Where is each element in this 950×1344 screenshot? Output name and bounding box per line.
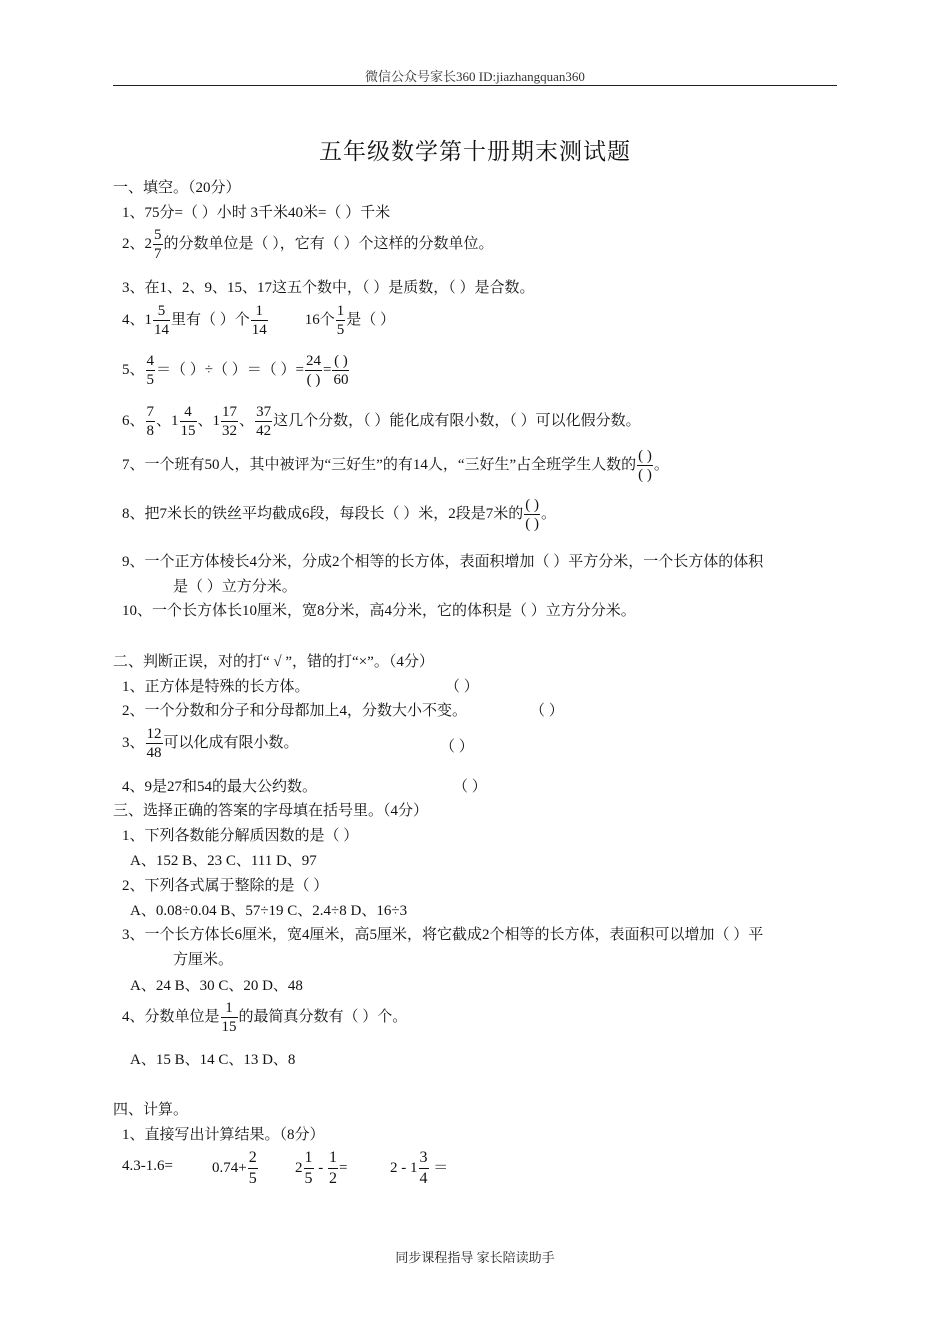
numerator: 1 xyxy=(328,1148,338,1169)
calc-2 xyxy=(212,1148,259,1189)
s2-q2-answer-paren: （ ） xyxy=(530,703,564,719)
s1-q9-line1: 9、一个正方体棱长4分米，分成2个相等的长方体，表面积增加（ ）平方分米，一个长方体的体积 xyxy=(122,554,764,570)
denominator: ( ) xyxy=(638,467,652,483)
denominator: 15 xyxy=(180,423,196,439)
separator: 、 xyxy=(197,412,213,429)
denominator: 2 xyxy=(329,1170,337,1187)
denominator: ( ) xyxy=(525,516,540,532)
numerator: 4 xyxy=(180,403,197,422)
s1-q2 xyxy=(122,226,494,263)
numerator: 1 xyxy=(304,1148,314,1169)
denominator: 32 xyxy=(222,423,238,439)
s4-sub1: 1、直接写出计算结果。（8分） xyxy=(122,1127,325,1143)
denominator: ( ) xyxy=(306,372,321,388)
whole: 2 xyxy=(295,1159,303,1176)
calc-1: 4.3-1.6= xyxy=(122,1158,173,1174)
numerator: ( ) xyxy=(334,353,348,369)
q7-text: 7、一个班有50人，其中被评为“三好生”的有14人，“三好生”占全班学生人数的 xyxy=(122,456,637,473)
q6-label: 6、 xyxy=(122,412,145,429)
whole: 1 xyxy=(212,412,221,429)
q4-text-1: 4、分数单位是 xyxy=(122,1008,220,1025)
q4-label: 4、 xyxy=(122,311,145,328)
s3-q1: 1、下列各数能分解质因数的是（ ） xyxy=(122,828,359,844)
s2-q1-answer-paren: （ ） xyxy=(445,679,479,695)
q2-text: 的分数单位是（ ），它有（ ）个这样的分数单位。 xyxy=(163,235,494,252)
numerator: 17 xyxy=(222,404,238,420)
q6-text: 这几个分数，（ ）能化成有限小数，（ ）可以化假分数。 xyxy=(273,412,641,429)
equals-sign: = xyxy=(339,1159,348,1176)
s3-q3-line1: 3、一个长方体长6厘米，宽4厘米，高5厘米，将它截成2个相等的长方体，表面积可以增加（ ）平 xyxy=(122,927,764,943)
separator: 、 xyxy=(239,412,255,429)
section-3-heading: 三、选择正确的答案的字母填在括号里。（4分） xyxy=(113,803,429,819)
calc-2-text: 0.74+ xyxy=(212,1159,247,1176)
numerator: 2 xyxy=(248,1148,258,1169)
numerator: 5 xyxy=(154,227,162,243)
section-4-heading: 四、计算。 xyxy=(113,1102,189,1118)
s2-q3 xyxy=(122,725,299,762)
s1-q7 xyxy=(122,447,669,484)
q4-text-2: 16个 xyxy=(304,311,335,328)
s3-q4 xyxy=(122,999,407,1036)
q4-text-2: 的最简真分数有（ ）个。 xyxy=(238,1008,408,1025)
numerator: 1 xyxy=(221,999,238,1018)
s3-q2: 2、下列各式属于整除的是（ ） xyxy=(122,878,329,894)
s1-q6 xyxy=(122,403,641,440)
calc-4 xyxy=(390,1148,448,1189)
numerator: 3 xyxy=(419,1148,429,1169)
calc-4-text: 2 - 1 xyxy=(390,1159,418,1176)
q5-text: ＝（ ）÷（ ）＝（ ）= xyxy=(156,361,304,378)
q8-text: 8、把7米长的铁丝平均截成6段，每段长（ ）米，2段是7米的 xyxy=(122,505,524,522)
s2-q3-answer-paren: （ ） xyxy=(440,739,474,755)
numerator: ( ) xyxy=(525,497,540,513)
q5-label: 5、 xyxy=(122,361,145,378)
q4-text-3: 是（ ） xyxy=(346,311,396,328)
equals-sign: ＝ xyxy=(433,1159,449,1176)
numerator: 1 xyxy=(251,302,268,321)
denominator: 48 xyxy=(146,745,162,761)
denominator: 8 xyxy=(146,423,155,439)
s1-q10: 10、一个长方体长10厘米，宽8分米，高4分米，它的体积是（ ）立方分分米。 xyxy=(122,603,636,619)
denominator: 14 xyxy=(154,322,170,338)
numerator: ( ) xyxy=(638,448,652,464)
q4-text-1: 里有（ ）个 xyxy=(171,311,250,328)
s1-q9-line2: 是（ ）立方分米。 xyxy=(173,579,297,595)
numerator: 4 xyxy=(146,353,155,369)
s3-q4-options: A、15 B、14 C、13 D、8 xyxy=(130,1052,296,1068)
denominator: 7 xyxy=(154,246,162,262)
s3-q1-options: A、152 B、23 C、111 D、97 xyxy=(130,853,317,869)
s1-q3: 3、在1、2、9、15、17这五个数中，（ ）是质数，（ ）是合数。 xyxy=(122,280,535,296)
denominator: 5 xyxy=(304,1170,313,1187)
s2-q4: 4、9是27和54的最大公约数。 xyxy=(122,779,318,795)
numerator: 24 xyxy=(305,353,321,369)
minus-sign: - xyxy=(318,1159,324,1176)
numerator: 7 xyxy=(146,404,155,420)
q3-label: 3、 xyxy=(122,734,145,751)
whole: 2 xyxy=(144,235,153,252)
q3-text: 可以化成有限小数。 xyxy=(163,734,299,751)
header-rule xyxy=(113,85,837,86)
denominator: 14 xyxy=(251,322,267,338)
s2-q1: 1、正方体是特殊的长方体。 xyxy=(122,679,310,695)
page-title: 五年级数学第十册期末测试题 xyxy=(319,139,631,164)
q7-end: 。 xyxy=(653,456,669,473)
page-footer: 同步课程指导 家长陪读助手 xyxy=(395,1250,555,1265)
section-2-heading: 二、判断正误，对的打“ √ ”，错的打“×”。（4分） xyxy=(113,654,434,670)
section-1-heading: 一、填空。（20分） xyxy=(113,180,241,196)
s1-q5 xyxy=(122,352,350,389)
q2-label: 2、 xyxy=(122,235,145,252)
calc-3 xyxy=(295,1148,347,1189)
s3-q3-line2: 方厘米。 xyxy=(173,952,234,968)
q8-end: 。 xyxy=(541,505,557,522)
s2-q4-answer-paren: （ ） xyxy=(453,779,487,795)
denominator: 5 xyxy=(336,322,345,338)
separator: 、 xyxy=(156,412,172,429)
q2-mixed-number xyxy=(145,226,164,263)
denominator: 5 xyxy=(146,372,155,388)
numerator: 1 xyxy=(336,303,345,319)
equals-sign: = xyxy=(322,361,332,378)
numerator: 37 xyxy=(256,404,272,420)
whole: 1 xyxy=(144,311,153,328)
denominator: 5 xyxy=(248,1170,257,1187)
numerator: 5 xyxy=(153,302,170,321)
denominator: 60 xyxy=(333,372,349,388)
page-header: 微信公众号家长360 ID:jiazhangquan360 xyxy=(365,69,585,84)
s1-q4 xyxy=(122,302,395,339)
s2-q2: 2、一个分数和分子和分母都加上4，分数大小不变。 xyxy=(122,703,468,719)
s3-q3-options: A、24 B、30 C、20 D、48 xyxy=(130,978,303,994)
s1-q1: 1、75分=（ ）小时 3千米40米=（ ）千米 xyxy=(122,205,391,221)
denominator: 15 xyxy=(221,1019,237,1035)
numerator: 12 xyxy=(146,726,162,742)
s1-q8 xyxy=(122,496,556,533)
denominator: 42 xyxy=(256,423,272,439)
whole: 1 xyxy=(171,412,179,429)
s3-q2-options: A、0.08÷0.04 B、57÷19 C、2.4÷8 D、16÷3 xyxy=(130,903,408,919)
denominator: 4 xyxy=(419,1170,428,1187)
